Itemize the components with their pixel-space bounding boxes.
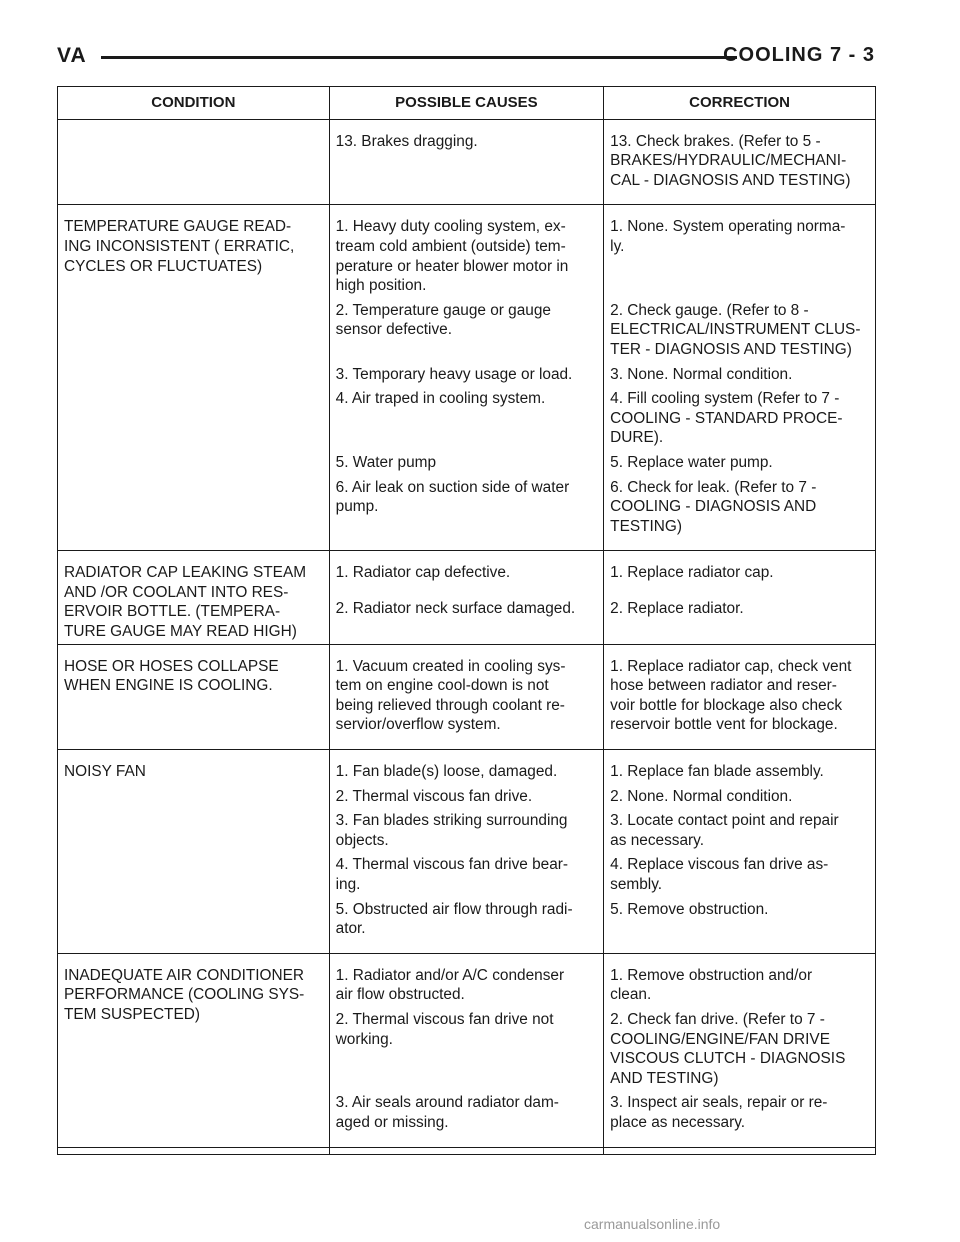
correction-cell [604,897,876,954]
condition-cell-line: AND /OR COOLANT INTO RES- [64,583,289,601]
cause-cell [329,644,604,749]
correction-cell [604,953,876,1007]
cause-cell-line: 2. Temperature gauge or gauge [335,301,551,319]
cause-cell [329,1007,604,1090]
column-header-condition: CONDITION [58,87,330,120]
cause-cell-line: 5. Obstructed air flow through radi- [335,900,573,918]
cause-cell [329,897,604,954]
cause-cell [329,953,604,1007]
correction-cell-line: DURE). [610,429,664,447]
correction-cell-line: 2. None. Normal condition. [610,787,793,805]
correction-cell-line: 1. None. System operating norma- [610,218,846,236]
cause-cell-line: 1. Heavy duty cooling system, ex- [335,218,566,236]
correction-cell-line: 1. Replace radiator cap. [610,564,774,582]
correction-cell [604,551,876,596]
cause-cell-line: air flow obstructed. [335,986,465,1004]
correction-cell [604,750,876,784]
table-closing-rule [58,1147,876,1154]
closing-cell [604,1147,876,1154]
correction-cell [604,205,876,298]
condition-cell-line: RADIATOR CAP LEAKING STEAM [64,564,307,582]
cause-cell [329,1090,604,1147]
cause-cell [329,298,604,362]
correction-cell-line: 2. Replace radiator. [610,599,744,617]
header-section: COOLING 7 - 3 [723,44,875,66]
cause-cell-line: working. [335,1030,393,1048]
correction-cell [604,362,876,387]
cause-cell-line: 2. Thermal viscous fan drive not [335,1010,554,1028]
correction-cell-line: COOLING - STANDARD PROCE- [610,409,843,427]
closing-cell [58,1147,330,1154]
cause-cell-line: servior/overflow system. [335,716,501,734]
condition-cell [58,953,330,1147]
cause-cell-line: 13. Brakes dragging. [335,132,478,150]
correction-cell [604,852,876,896]
correction-cell-line: 1. Replace fan blade assembly. [610,763,824,781]
cause-cell-line: 5. Water pump [335,453,437,471]
condition-cell-line: TEMPERATURE GAUGE READ- [64,218,292,236]
condition-cell-line: TEM SUSPECTED) [64,1005,200,1023]
correction-cell-line: 1. Replace radiator cap, check vent [610,657,852,675]
cause-cell-line: aged or missing. [335,1113,449,1131]
cause-cell-line: 1. Radiator and/or A/C condenser [335,966,565,984]
cause-cell [329,450,604,475]
correction-cell-line: 6. Check for leak. (Refer to 7 - [610,478,817,496]
correction-cell-line: 2. Check fan drive. (Refer to 7 - [610,1010,825,1028]
cause-cell-line: sensor defective. [335,321,452,339]
correction-cell-line: 13. Check brakes. (Refer to 5 - [610,132,821,150]
correction-cell-line: place as necessary. [610,1113,746,1131]
correction-cell-line: 3. Locate contact point and repair [610,812,839,830]
correction-cell [604,475,876,551]
correction-cell [604,644,876,749]
correction-cell-line: 5. Remove obstruction. [610,900,769,918]
correction-cell [604,596,876,645]
cause-cell [329,362,604,387]
table-row [58,119,876,205]
cause-cell-line: pump. [335,498,379,516]
correction-cell-line: TESTING) [610,517,682,535]
cause-cell [329,852,604,896]
header-model: VA [57,44,87,67]
condition-cell [58,750,330,954]
correction-cell-line: reservoir bottle vent for blockage. [610,716,838,734]
cause-cell-line: being relieved through coolant re- [335,696,565,714]
cause-cell-line: 1. Vacuum created in cooling sys- [335,657,566,675]
table-row [58,953,876,1007]
correction-cell-line: AND TESTING) [610,1069,719,1087]
correction-cell-line: 1. Remove obstruction and/or [610,966,813,984]
cause-cell [329,750,604,784]
condition-cell-line: ERVOIR BOTTLE. (TEMPERA- [64,603,281,621]
condition-cell-line: HOSE OR HOSES COLLAPSE [64,657,279,675]
cause-cell [329,475,604,551]
correction-cell [604,1090,876,1147]
correction-cell-line: clean. [610,986,652,1004]
correction-cell [604,298,876,362]
table-row [58,644,876,749]
correction-cell [604,119,876,205]
correction-cell [604,784,876,809]
cause-cell-line: tem on engine cool-down is not [335,677,549,695]
correction-cell-line: COOLING - DIAGNOSIS AND [610,498,817,516]
cause-cell [329,386,604,450]
cause-cell-line: 2. Radiator neck surface damaged. [335,599,576,617]
diagnosis-table [57,86,876,1155]
cause-cell-line: 3. Fan blades striking surrounding [335,812,568,830]
cause-cell-line: ator. [335,920,366,938]
correction-cell [604,808,876,852]
correction-cell [604,450,876,475]
correction-cell-line: as necessary. [610,831,704,849]
correction-cell-line: ly. [610,237,625,255]
condition-cell [58,644,330,749]
cause-cell [329,119,604,205]
table-header-row [58,87,876,120]
condition-cell-line: WHEN ENGINE IS COOLING. [64,677,273,695]
cause-cell-line: ing. [335,876,361,893]
condition-cell-line: TURE GAUGE MAY READ HIGH) [64,623,297,641]
condition-cell [58,119,330,205]
cause-cell-line: 1. Fan blade(s) loose, damaged. [335,763,558,781]
condition-cell-line: CYCLES OR FLUCTUATES) [64,257,263,275]
cause-cell-line: perature or heater blower motor in [335,257,569,275]
column-header-causes: POSSIBLE CAUSES [329,87,604,120]
condition-cell-line: PERFORMANCE (COOLING SYS- [64,986,305,1004]
cause-cell-line: 2. Thermal viscous fan drive. [335,787,533,805]
correction-cell-line: CAL - DIAGNOSIS AND TESTING) [610,171,851,189]
cause-cell-line: 3. Temporary heavy usage or load. [335,365,573,383]
column-header-correction: CORRECTION [604,87,876,120]
table-row [58,205,876,298]
cause-cell-line: 6. Air leak on suction side of water [335,478,570,496]
correction-cell-line: 2. Check gauge. (Refer to 8 - [610,301,809,319]
table-body [58,119,876,1154]
correction-cell-line: TER - DIAGNOSIS AND TESTING) [610,340,852,358]
header-rule [101,56,737,59]
correction-cell-line: sembly. [610,876,663,893]
correction-cell-line: COOLING/ENGINE/FAN DRIVE [610,1030,830,1048]
cause-cell [329,784,604,809]
condition-cell-line: NOISY FAN [64,763,146,781]
correction-cell-line: hose between radiator and reser- [610,677,837,695]
table-row [58,551,876,596]
cause-cell-line: 1. Radiator cap defective. [335,564,511,582]
correction-cell-line: 4. Replace viscous fan drive as- [610,856,829,874]
watermark: carmanualsonline.info [584,1216,721,1232]
cause-cell-line: high position. [335,277,427,295]
table-row [58,750,876,784]
cause-cell-line: 3. Air seals around radiator dam- [335,1094,559,1112]
cause-cell-line: objects. [335,831,389,849]
cause-cell [329,551,604,596]
correction-cell [604,386,876,450]
cause-cell-line: 4. Air traped in cooling system. [335,390,546,408]
correction-cell-line: 4. Fill cooling system (Refer to 7 - [610,390,840,408]
correction-cell-line: 3. None. Normal condition. [610,365,793,383]
cause-cell [329,205,604,298]
closing-cell [329,1147,604,1154]
correction-cell-line: 3. Inspect air seals, repair or re- [610,1094,828,1112]
correction-cell [604,1007,876,1090]
correction-cell-line: ELECTRICAL/INSTRUMENT CLUS- [610,321,861,339]
condition-cell-line: INADEQUATE AIR CONDITIONER [64,966,305,984]
cause-cell [329,808,604,852]
page-header [57,44,875,74]
condition-cell [58,205,330,551]
condition-cell-line: ING INCONSISTENT ( ERRATIC, [64,237,295,255]
cause-cell-line: 4. Thermal viscous fan drive bear- [335,856,569,874]
condition-cell [58,551,330,644]
correction-cell-line: voir bottle for blockage also check [610,696,843,714]
cause-cell-line: tream cold ambient (outside) tem- [335,237,566,255]
correction-cell-line: 5. Replace water pump. [610,453,773,471]
correction-cell-line: VISCOUS CLUTCH - DIAGNOSIS [610,1050,846,1068]
cause-cell [329,596,604,645]
correction-cell-line: BRAKES/HYDRAULIC/MECHANI- [610,152,847,170]
